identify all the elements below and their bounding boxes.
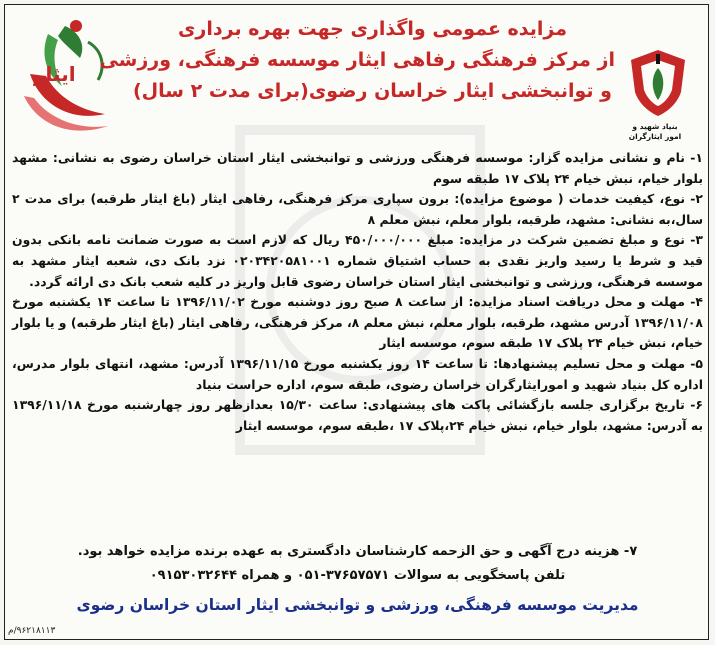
title-line-3: و توانبخشی ایثار خراسان رضوی(برای مدت ۲ سال) (133, 80, 612, 102)
issuing-organization: مدیریت موسسه فرهنگی، ورزشی و توانبخشی ایثار استان خراسان رضوی (76, 596, 639, 614)
clause-5-submission-deadline: ۵- مهلت و محل تسلیم پیشنهادها: تا ساعت ۱۴ روز یکشنبه مورخ ۱۳۹۶/۱۱/۱۵ آدرس: مشهد، انتهای بلوار مدرس، اداره کل بنیاد شهید و امورایثارگران خراسان رضوی، طبقه سوم، اداره حراست بنیاد (12, 355, 703, 392)
notice-footer (20, 540, 695, 620)
title-line-2: از مرکز فرهنگی رفاهی ایثار موسسه فرهنگی، ورزشی (99, 49, 615, 71)
clause-4-documents-deadline: ۴- مهلت و محل دریافت اسناد مزایده: از ساعت ۸ صبح روز دوشنبه مورخ ۱۳۹۶/۱۱/۰۲ تا ساعت ۱۴ یکشنبه مورخ ۱۳۹۶/۱۱/۰۸ آدرس مشهد، طرقبه، بلوار معلم، نبش معلم ۸، مرکز فرهنگی، رفاهی ایثار (باغ ایثار طرقبه) و یا بلوار خیام، نبش خیام ۲۴ پلاک ۱۷ طبقه سوم، موسسه ایثار (12, 294, 703, 351)
isar-logo-label: ایثار (34, 62, 76, 86)
notice-title (99, 14, 615, 107)
reference-number: ۹۶۲۱۸۱۱۳/م (8, 626, 56, 636)
clause-7-fees: ۷- هزینه درج آگهی و حق الزحمه کارشناسان دادگستری به عهده برنده مزایده خواهد بود. (77, 544, 638, 559)
clause-6-opening-session: ۶- تاریخ برگزاری جلسه بازگشائی پاکت های پیشنهادی: ساعت ۱۵/۳۰ بعدازظهر روز چهارشنبه مورخ ۱۳۹۶/۱۱/۱۸ به آدرس: مشهد، بلوار خیام، نبش خیام ۲۴،پلاک ۱۷ ،طبقه سوم، موسسه ایثار (12, 397, 703, 433)
title-line-1: مزایده عمومی واگذاری جهت بهره برداری (178, 18, 567, 40)
clause-1-organizer: ۱- نام و نشانی مزایده گزار: موسسه فرهنگی ورزشی و توانبخشی ایثار استان خراسان رضوی به نشانی: مشهد بلوار خیام، نبش خیام ۲۴ پلاک ۱۷ طبقه سوم (12, 150, 703, 186)
bonyad-shahid-emblem (623, 46, 693, 118)
notice-body (12, 148, 703, 436)
contact-phone: تلفن پاسخگویی به سوالات ۳۷۶۵۷۵۷۱-۰۵۱ و همراه ۰۹۱۵۳۰۳۲۶۴۴ (149, 568, 566, 583)
clause-2-service-type: ۲- نوع، کیفیت خدمات ( موضوع مزایده): برون سپاری مرکز فرهنگی، رفاهی ایثار (باغ ایثار طرقبه) برای مدت ۲ سال،به نشانی: مشهد، طرقبه، بلوار معلم، نبش معلم ۸ (12, 191, 703, 227)
isar-logo (10, 14, 120, 144)
bonyad-shahid-logo (623, 46, 693, 146)
clause-3-guarantee: ۳- نوع و مبلغ تضمین شرکت در مزایده: مبلغ ۴۵۰/۰۰۰/۰۰۰ ریال که لازم است به صورت ضمانت نامه بانکی بدون قید و شرط یا رسید واریز نقدی به حساب اشتیاق شماره ۰۲۰۳۴۲۰۵۸۱۰۰۱ نزد بانک دی، شعبه ایثار مشهد به موسسه فرهنگی، ورزشی و توانبخشی ایثار استان خراسان رضوی قابل واریز در کلیه شعب بانک دی ارائه گردد. (12, 232, 703, 289)
bonyad-shahid-caption: بنیاد شهید و امور ایثارگران (628, 122, 682, 141)
